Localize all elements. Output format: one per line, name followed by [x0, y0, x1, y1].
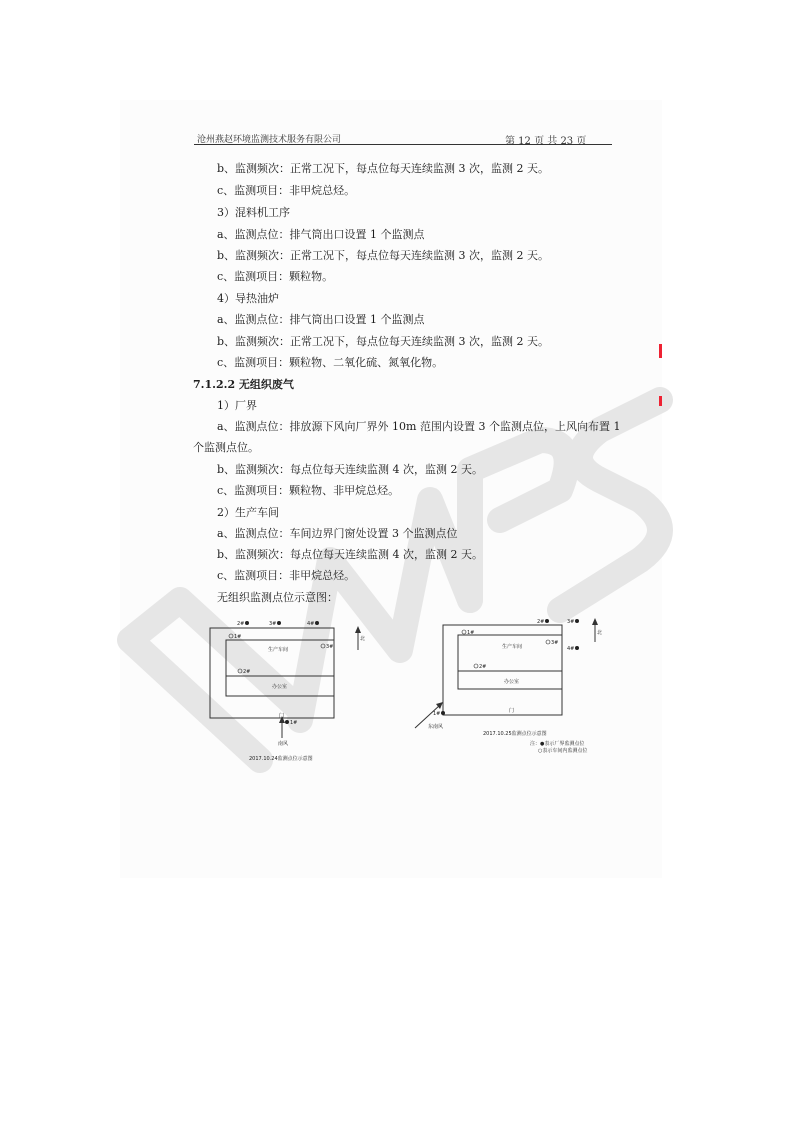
workshop-point-icon — [546, 640, 550, 644]
site-boundary — [443, 625, 562, 715]
gate-label: 门 — [509, 708, 515, 714]
header-company: 沧州燕赵环境监测技术服务有限公司 — [197, 135, 342, 145]
text-line: c、监测项目：非甲烷总烃。 — [217, 184, 356, 197]
text-line: c、监测项目：颗粒物、二氧化硫、氮氧化物。 — [217, 356, 444, 369]
text-line: 4）导热油炉 — [217, 292, 279, 305]
office-label: 办公室 — [272, 684, 288, 690]
point-label: 1# — [467, 630, 475, 636]
point-label: 1# — [290, 720, 298, 726]
north-label: 北 — [597, 630, 603, 636]
text-line: a、监测点位：排气筒出口设置 1 个监测点 — [217, 228, 425, 241]
text-line: 2）生产车间 — [217, 506, 279, 519]
legend-note: 注：●表示厂界监测点位 — [530, 741, 585, 747]
text-line: 个监测点位。 — [193, 441, 259, 454]
workshop-label: 生产车间 — [502, 644, 523, 650]
workshop-point-icon — [474, 664, 478, 668]
text-line: 无组织监测点位示意图： — [217, 591, 338, 604]
text-line: b、监测频次：每点位每天连续监测 4 次，监测 2 天。 — [217, 548, 484, 561]
text-line: a、监测点位：车间边界门窗处设置 3 个监测点位 — [217, 527, 458, 540]
point-label: 1# — [234, 634, 242, 640]
header-page-number: 第 12 页 共 23 页 — [505, 136, 587, 147]
north-label: 北 — [360, 636, 366, 642]
boundary-point-icon — [545, 619, 549, 623]
workshop-point-icon — [462, 630, 466, 634]
text-line: b、监测频次：正常工况下，每点位每天连续监测 3 次，监测 2 天。 — [217, 162, 550, 175]
text-line: c、监测项目：颗粒物。 — [217, 270, 334, 283]
point-label: 2# — [479, 664, 487, 670]
point-label: 3# — [551, 640, 559, 646]
text-line: a、监测点位：排气筒出口设置 1 个监测点 — [217, 313, 425, 326]
text-line: c、监测项目：非甲烷总烃。 — [217, 569, 356, 582]
point-label: 1# — [433, 711, 441, 717]
gate-label: 门 — [279, 713, 285, 719]
text-line: 3）混料机工序 — [217, 206, 290, 219]
point-label: 2# — [237, 621, 245, 627]
point-label: 4# — [307, 621, 315, 627]
point-label: 3# — [269, 621, 277, 627]
text-line: 1）厂界 — [217, 399, 257, 412]
point-label: 2# — [537, 619, 545, 625]
boundary-point-icon — [441, 711, 445, 715]
point-label: 3# — [326, 644, 334, 650]
north-arrow-head-icon — [592, 618, 598, 625]
wind-label: 南风 — [278, 741, 289, 747]
boundary-point-icon — [575, 646, 579, 650]
text-line: b、监测频次：正常工况下，每点位每天连续监测 3 次，监测 2 天。 — [217, 249, 550, 262]
point-label: 3# — [567, 619, 575, 625]
text-line: b、监测频次：每点位每天连续监测 4 次，监测 2 天。 — [217, 463, 484, 476]
section-heading: 7.1.2.2 无组织废气 — [193, 378, 294, 391]
boundary-point-icon — [575, 619, 579, 623]
workshop-label: 生产车间 — [268, 647, 289, 653]
point-label: 4# — [567, 646, 575, 652]
office-label: 办公室 — [504, 679, 520, 685]
diagram-caption: 2017.10.24监测点位示意图 — [249, 756, 313, 762]
text-line: a、监测点位：排放源下风向厂界外 10m 范围内设置 3 个监测点位，上风向布置 1 — [217, 420, 621, 433]
legend-note: ○表示车间内监测点位 — [538, 748, 588, 754]
wind-label: 东南风 — [428, 724, 444, 730]
point-label: 2# — [243, 669, 251, 675]
diagram-caption: 2017.10.25监测点位示意图 — [483, 731, 547, 737]
text-line: b、监测频次：正常工况下，每点位每天连续监测 3 次，监测 2 天。 — [217, 335, 550, 348]
text-line: c、监测项目：颗粒物、非甲烷总烃。 — [217, 484, 400, 497]
